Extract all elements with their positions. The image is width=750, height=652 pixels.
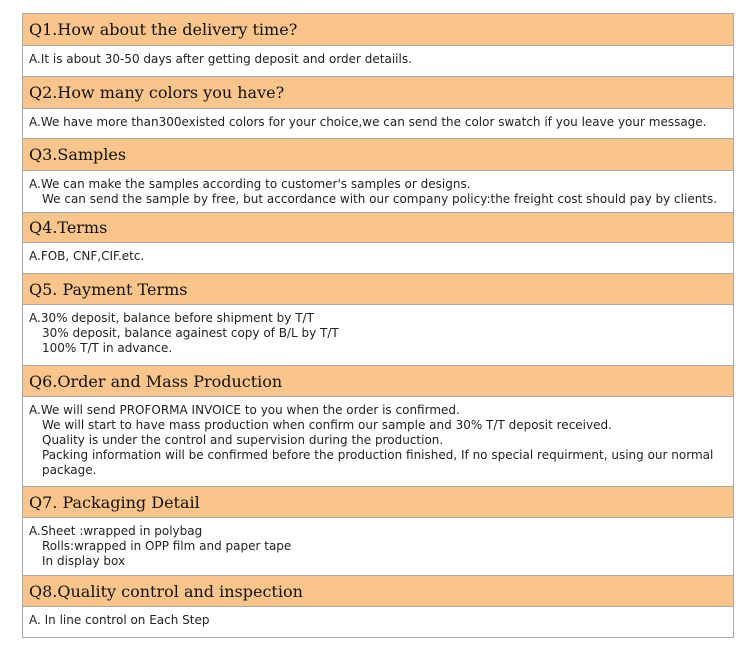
- answer-line: A.We can make the samples according to customer's samples or designs.: [29, 177, 471, 191]
- answer-line: Rolls:wrapped in OPP film and paper tape: [42, 539, 292, 553]
- question-header: [23, 138, 733, 171]
- answer-cell: [23, 243, 733, 273]
- answer-line: In display box: [42, 554, 126, 568]
- faq-table: [22, 13, 734, 638]
- question-text: Q1.How about the delivery time?: [29, 20, 298, 39]
- answer-cell: [23, 607, 733, 638]
- question-header: [23, 575, 733, 607]
- question-text: Q3.Samples: [29, 145, 127, 164]
- answer-line: Quality is under the control and supervision during the production.: [42, 433, 444, 447]
- answer-line: A.It is about 30-50 days after getting deposit and order detaiils.: [29, 52, 412, 66]
- answer-line: 30% deposit, balance againest copy of B/L by T/T: [42, 326, 339, 340]
- answer-cell: [23, 109, 733, 138]
- answer-cell: [23, 171, 733, 212]
- question-header: [23, 486, 733, 518]
- answer-line: A.We will send PROFORMA INVOICE to you when the order is confirmed.: [29, 403, 460, 417]
- answer-line: We can send the sample by free, but accordance with our company policy:the freight cost should pay by clients.: [42, 192, 718, 206]
- question-text: Q7. Packaging Detail: [29, 492, 200, 512]
- question-text: Q5. Payment Terms: [29, 279, 188, 299]
- question-text: Q8.Quality control and inspection: [29, 581, 303, 601]
- answer-line: A.We have more than300existed colors for your choice,we can send the color swatch if you leave your message.: [29, 115, 707, 129]
- answer-line: 100% T/T in advance.: [42, 341, 173, 355]
- answer-cell: [23, 397, 733, 486]
- answer-line: A. In line control on Each Step: [29, 613, 210, 627]
- answer-cell: [23, 518, 733, 575]
- question-header: [23, 273, 733, 305]
- question-text: Q2.How many colors you have?: [29, 83, 285, 102]
- question-text: Q4.Terms: [29, 218, 108, 237]
- answer-cell: [23, 305, 733, 365]
- answer-line: A.30% deposit, balance before shipment by T/T: [29, 311, 314, 325]
- question-header: [23, 13, 733, 46]
- question-header: [23, 365, 733, 397]
- question-header: [23, 212, 733, 243]
- answer-line: Packing information will be confirmed before the production finished, If no special requirment, using our normal package.: [42, 448, 714, 477]
- question-text: Q6.Order and Mass Production: [29, 371, 283, 391]
- question-header: [23, 76, 733, 109]
- answer-line: We will start to have mass production when confirm our sample and 30% T/T deposit received.: [42, 418, 612, 432]
- answer-cell: [23, 46, 733, 76]
- answer-line: A.FOB, CNF,CIF.etc.: [29, 249, 145, 263]
- answer-line: A.Sheet :wrapped in polybag: [29, 524, 203, 538]
